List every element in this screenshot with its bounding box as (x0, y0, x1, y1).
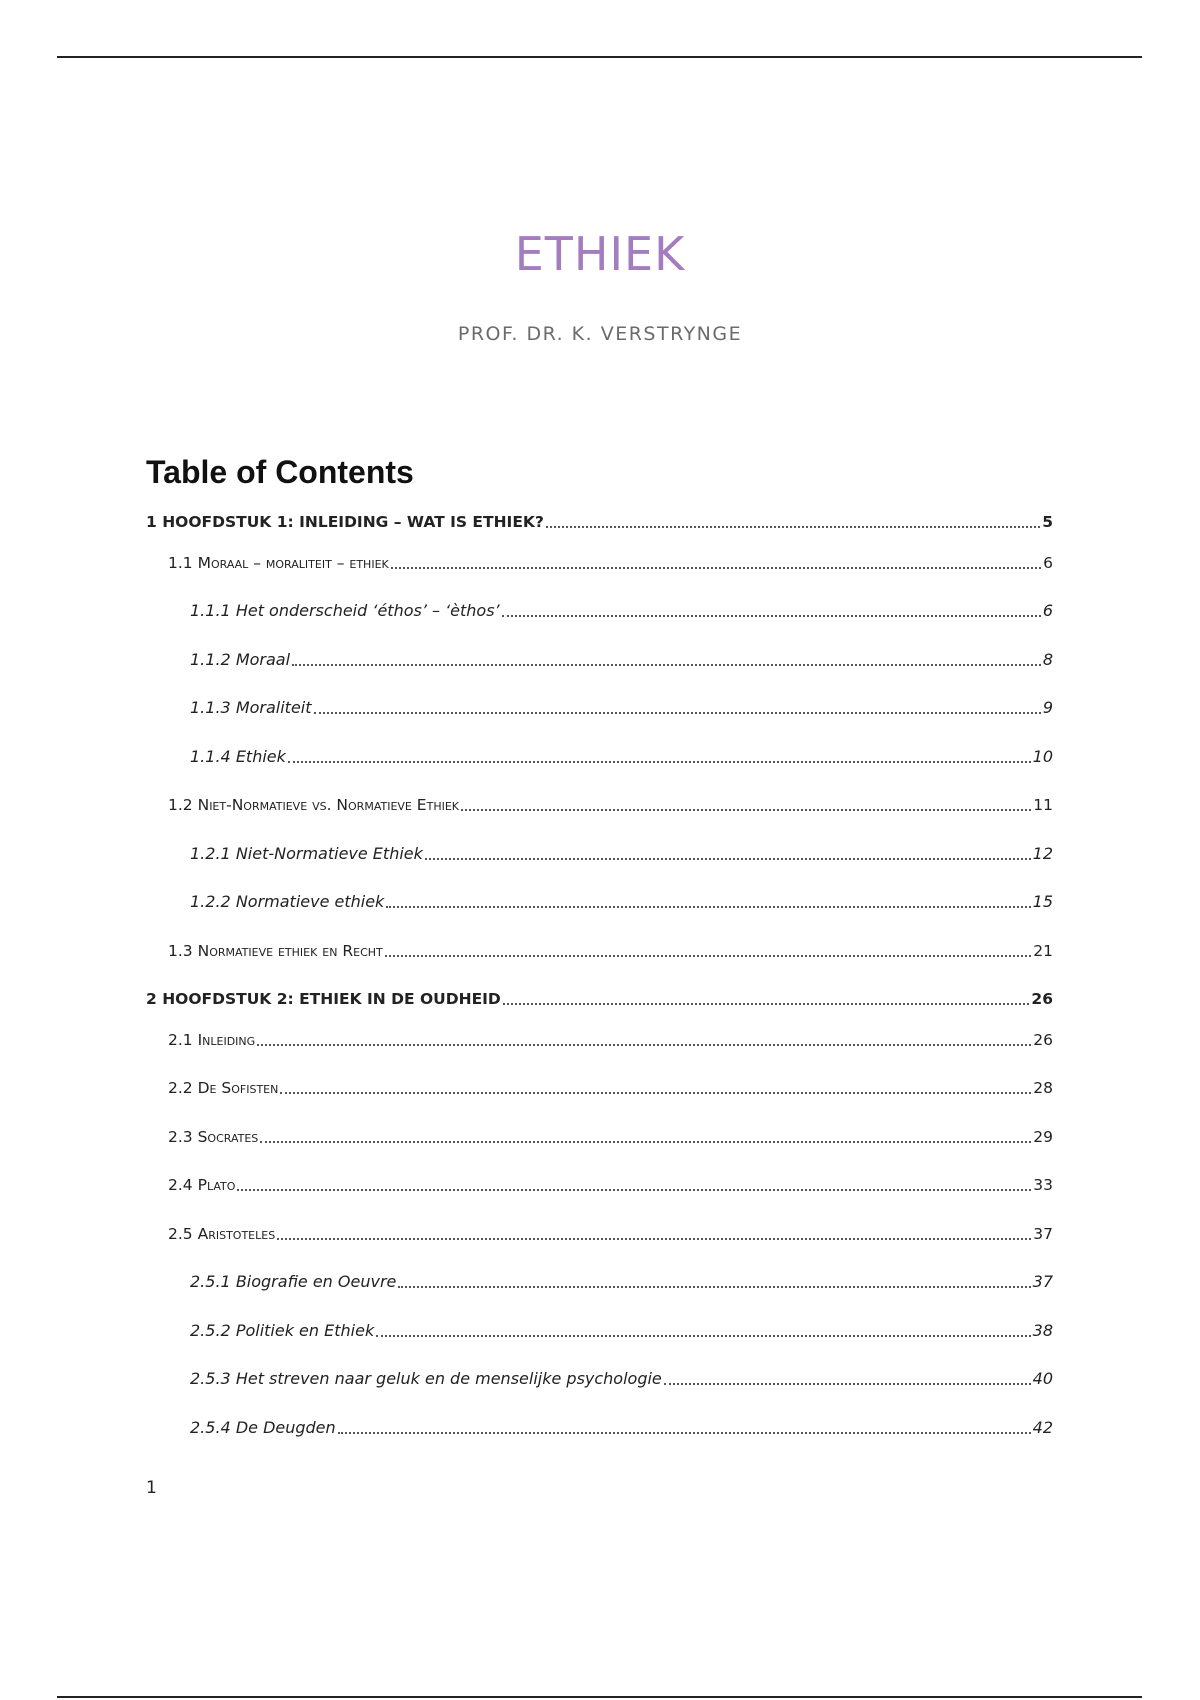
toc-entry[interactable] (190, 840, 1053, 864)
toc-entry-number: 1.1.4 (190, 747, 231, 766)
toc-dot-leader (292, 664, 1041, 666)
toc-entry[interactable] (168, 1220, 1053, 1244)
toc-entry-page: 33 (1033, 1176, 1053, 1194)
toc-entry-label: De Sofisten (197, 1079, 279, 1097)
toc-entry-page: 26 (1033, 1031, 1053, 1049)
toc-entry-label: Moraliteit (235, 698, 312, 717)
document-author: PROF. DR. K. VERSTRYNGE (457, 323, 743, 345)
toc-entry[interactable] (190, 597, 1053, 621)
toc-entry-label: Het streven naar geluk en de menselijke psychologie (235, 1369, 662, 1388)
toc-entry-number: 1.1.2 (190, 650, 231, 669)
toc-dot-leader (277, 1238, 1031, 1240)
toc-dot-leader (237, 1189, 1031, 1191)
document-title: ETHIEK (514, 227, 686, 281)
toc-entry-page: 10 (1032, 747, 1053, 766)
toc-entry[interactable] (168, 1074, 1053, 1098)
toc-entry-label: HOOFDSTUK 2: ETHIEK IN DE OUDHEID (162, 990, 501, 1008)
toc-entry-number: 1.1 (168, 554, 193, 572)
toc-entry[interactable] (168, 1171, 1053, 1195)
toc-entry[interactable] (168, 1026, 1053, 1050)
toc-dot-leader (288, 761, 1031, 763)
toc-entry-page: 9 (1042, 698, 1053, 717)
toc-entry-label: Aristoteles (197, 1225, 276, 1243)
toc-entry-page: 37 (1032, 1272, 1053, 1291)
toc-entry-page: 6 (1042, 601, 1053, 620)
toc-entry-number: 1.1.3 (190, 698, 231, 717)
toc-entry-page: 42 (1032, 1418, 1053, 1437)
toc-dot-leader (260, 1141, 1031, 1143)
toc-entry-number: 2 (146, 990, 157, 1008)
toc-entry-label: De Deugden (235, 1418, 336, 1437)
toc-dot-leader (398, 1286, 1030, 1288)
toc-entry[interactable] (168, 549, 1053, 573)
toc-entry-label: Socrates (197, 1128, 259, 1146)
toc-dot-leader (503, 1003, 1030, 1005)
toc-entry-page: 11 (1033, 796, 1053, 814)
toc-dot-leader (280, 1092, 1031, 1094)
toc-entry-label: Plato (197, 1176, 236, 1194)
toc-entry-number: 1.2.2 (190, 892, 231, 911)
toc-entry-page: 29 (1033, 1128, 1053, 1146)
toc-dot-leader (391, 567, 1041, 569)
toc-entry-page: 21 (1033, 942, 1053, 960)
toc-entry[interactable] (168, 1123, 1053, 1147)
toc-entry[interactable] (168, 937, 1053, 961)
toc-entry[interactable] (146, 508, 1053, 532)
toc-entry[interactable] (146, 985, 1053, 1009)
toc-dot-leader (385, 955, 1032, 957)
toc-entry-number: 1.2.1 (190, 844, 231, 863)
toc-dot-leader (425, 858, 1031, 860)
toc-entry-page: 40 (1032, 1369, 1053, 1388)
toc-dot-leader (338, 1432, 1031, 1434)
toc-entry-page: 28 (1033, 1079, 1053, 1097)
toc-entry[interactable] (190, 694, 1053, 718)
toc-entry-label: Moraal (235, 650, 291, 669)
toc-entry-label: Het onderscheid ‘éthos’ – ‘èthos’ (235, 601, 500, 620)
toc-entry-label: Inleiding (197, 1031, 256, 1049)
toc-dot-leader (314, 712, 1041, 714)
toc-entry-page: 26 (1031, 990, 1053, 1008)
toc-entry-number: 1.1.1 (190, 601, 231, 620)
toc-entry-label: HOOFDSTUK 1: INLEIDING – WAT IS ETHIEK? (162, 513, 544, 531)
toc-entry[interactable] (190, 1317, 1053, 1341)
toc-entry-page: 12 (1032, 844, 1053, 863)
toc-dot-leader (461, 809, 1031, 811)
toc-entry-number: 2.5.3 (190, 1369, 231, 1388)
toc-entry-page: 5 (1042, 513, 1053, 531)
toc-dot-leader (502, 615, 1041, 617)
header-rule (57, 56, 1142, 58)
footer-rule (57, 1696, 1142, 1698)
toc-dot-leader (386, 906, 1030, 908)
toc-entry-number: 2.2 (168, 1079, 193, 1097)
toc-entry-number: 1.3 (168, 942, 193, 960)
page-number: 1 (146, 1478, 157, 1498)
toc-entry-label: Ethiek (235, 747, 286, 766)
toc-entry-label: Niet-Normatieve vs. Normatieve Ethiek (197, 796, 459, 814)
toc-entry-page: 38 (1032, 1321, 1053, 1340)
toc-entry-page: 15 (1032, 892, 1053, 911)
toc-entry-page: 6 (1043, 554, 1053, 572)
toc-entry-label: Politiek en Ethiek (235, 1321, 375, 1340)
toc-entry-label: Normatieve ethiek en Recht (197, 942, 383, 960)
toc-heading: Table of Contents (146, 454, 414, 490)
toc-entry-number: 2.5.1 (190, 1272, 231, 1291)
toc-entry-number: 1.2 (168, 796, 193, 814)
toc-entry[interactable] (190, 646, 1053, 670)
toc-dot-leader (546, 526, 1040, 528)
toc-entry[interactable] (190, 1365, 1053, 1389)
toc-entry-number: 2.5.4 (190, 1418, 231, 1437)
toc-entry[interactable] (190, 1268, 1053, 1292)
toc-entry[interactable] (190, 743, 1053, 767)
toc-entry-label: Biografie en Oeuvre (235, 1272, 397, 1291)
toc-entry-number: 2.3 (168, 1128, 193, 1146)
toc-entry-number: 2.4 (168, 1176, 193, 1194)
toc-dot-leader (664, 1383, 1031, 1385)
toc-entry[interactable] (190, 1414, 1053, 1438)
toc-entry[interactable] (190, 888, 1053, 912)
toc-entry-label: Moraal – moraliteit – ethiek (197, 554, 389, 572)
toc-entry-number: 2.5 (168, 1225, 193, 1243)
toc-entry-number: 2.1 (168, 1031, 193, 1049)
toc-entry-number: 2.5.2 (190, 1321, 231, 1340)
toc-entry-label: Normatieve ethiek (235, 892, 385, 911)
toc-entry-number: 1 (146, 513, 157, 531)
toc-entry-page: 8 (1042, 650, 1053, 669)
toc-entry-label: Niet-Normatieve Ethiek (235, 844, 423, 863)
toc-dot-leader (257, 1044, 1031, 1046)
toc-dot-leader (376, 1335, 1030, 1337)
toc-entry-page: 37 (1033, 1225, 1053, 1243)
toc-entry[interactable] (168, 791, 1053, 815)
